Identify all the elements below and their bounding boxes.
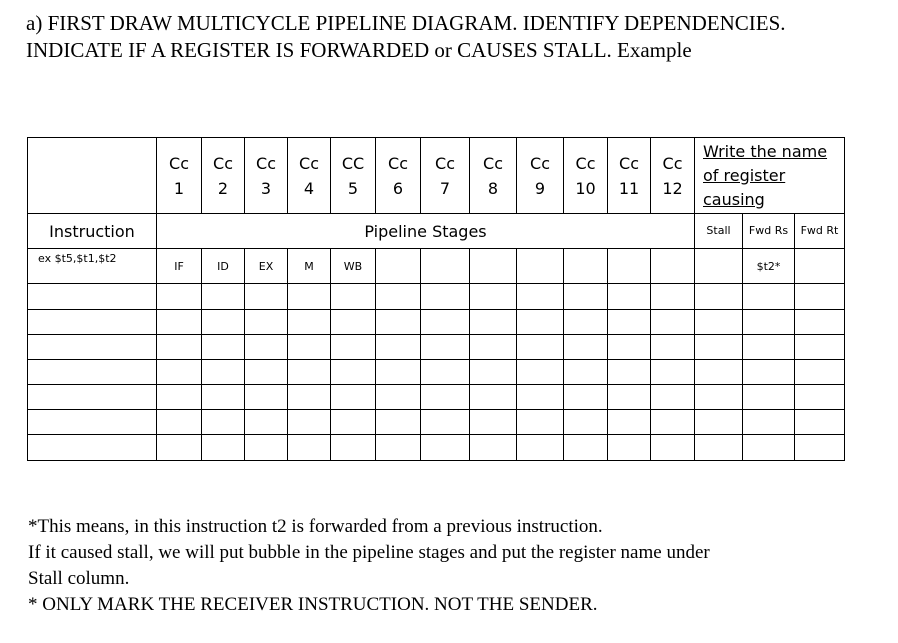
table-cell (517, 284, 564, 310)
table-row (28, 385, 845, 410)
note-line-4: * ONLY MARK THE RECEIVER INSTRUCTION. NOT THE SENDER. (28, 594, 598, 615)
table-cell (376, 360, 421, 385)
stage-cell-cc3: EX (245, 249, 288, 284)
stage-cell-cc7 (421, 249, 470, 284)
cycle-header-row (28, 138, 845, 214)
cycle-label: Cc (213, 153, 233, 173)
table-row (28, 310, 845, 335)
table-cell (421, 284, 470, 310)
cycle-header-10 (564, 138, 608, 214)
table-cell (202, 410, 245, 435)
table-cell (245, 335, 288, 360)
cycle-header-12 (651, 138, 695, 214)
table-cell (608, 360, 651, 385)
cycle-header-8 (470, 138, 517, 214)
table-cell (743, 385, 795, 410)
table-cell (795, 435, 845, 461)
instruction-cell (28, 284, 157, 310)
cycle-label: Cc (169, 153, 189, 173)
table-cell (743, 360, 795, 385)
explanation-notes (28, 514, 888, 618)
table-cell (795, 410, 845, 435)
table-cell (288, 310, 331, 335)
register-note: Write the name of register causing (703, 141, 828, 209)
example-instruction-row (28, 249, 845, 284)
cycle-number: 4 (303, 178, 315, 198)
cycle-label: Cc (575, 153, 596, 173)
table-cell (331, 435, 376, 461)
table-cell (651, 385, 695, 410)
table-cell (470, 335, 517, 360)
instruction-cell (28, 310, 157, 335)
table-cell (202, 335, 245, 360)
table-cell (564, 310, 608, 335)
cycle-header-2 (202, 138, 245, 214)
fwd-rt-cell (795, 249, 845, 284)
table-cell (651, 410, 695, 435)
table-cell (421, 410, 470, 435)
cycle-number: 6 (392, 178, 404, 198)
stall-header: Stall (695, 214, 743, 249)
table-cell (157, 284, 202, 310)
table-cell (202, 310, 245, 335)
table-cell (695, 385, 743, 410)
table-cell (564, 410, 608, 435)
cycle-header-1 (157, 138, 202, 214)
table-cell (517, 410, 564, 435)
pipeline-stages-header: Pipeline Stages (157, 214, 695, 249)
table-cell (564, 385, 608, 410)
table-cell (288, 284, 331, 310)
instruction-header: Instruction (28, 214, 157, 249)
table-cell (517, 310, 564, 335)
table-cell (564, 335, 608, 360)
stall-cell (695, 249, 743, 284)
table-cell (157, 360, 202, 385)
table-cell (651, 310, 695, 335)
title-line-1: a) FIRST DRAW MULTICYCLE PIPELINE DIAGRAM. IDENTIFY DEPENDENCIES. (26, 11, 786, 35)
fwd-rs-header: Fwd Rs (743, 214, 795, 249)
table-cell (795, 385, 845, 410)
stage-cell-cc8 (470, 249, 517, 284)
table-row (28, 284, 845, 310)
table-cell (421, 435, 470, 461)
table-cell (695, 335, 743, 360)
table-cell (376, 385, 421, 410)
table-cell (608, 410, 651, 435)
note-line-2: If it caused stall, we will put bubble in the pipeline stages and put the register name under (28, 542, 710, 563)
table-cell (608, 310, 651, 335)
stage-cell-cc2: ID (202, 249, 245, 284)
table-cell (288, 410, 331, 435)
table-row (28, 410, 845, 435)
table-cell (470, 360, 517, 385)
cycle-label: Cc (299, 153, 319, 173)
table-cell (331, 360, 376, 385)
table-cell (795, 335, 845, 360)
table-cell (651, 335, 695, 360)
table-cell (245, 385, 288, 410)
register-note-cell (695, 138, 845, 214)
cycle-number: 12 (662, 178, 683, 198)
table-cell (743, 310, 795, 335)
table-cell (202, 360, 245, 385)
table-cell (288, 385, 331, 410)
cycle-label: Cc (483, 153, 503, 173)
cycle-header-9 (517, 138, 564, 214)
cycle-number: 2 (217, 178, 229, 198)
cycle-header-4 (288, 138, 331, 214)
table-cell (795, 360, 845, 385)
cycle-number: 11 (618, 178, 640, 198)
cycle-number: 3 (260, 178, 272, 198)
stage-cell-cc11 (608, 249, 651, 284)
table-cell (157, 335, 202, 360)
table-cell (695, 284, 743, 310)
table-row (28, 335, 845, 360)
table-cell (421, 360, 470, 385)
table-cell (421, 385, 470, 410)
cycle-header-7 (421, 138, 470, 214)
table-cell (202, 435, 245, 461)
table-cell (157, 385, 202, 410)
instruction-cell (28, 435, 157, 461)
table-cell (376, 410, 421, 435)
table-cell (376, 284, 421, 310)
table-cell (245, 360, 288, 385)
cycle-number: 9 (534, 178, 546, 198)
table-cell (795, 310, 845, 335)
stage-cell-cc10 (564, 249, 608, 284)
cycle-number: 7 (439, 178, 451, 198)
cycle-header-5 (331, 138, 376, 214)
table-cell (564, 435, 608, 461)
stage-cell-cc6 (376, 249, 421, 284)
table-cell (202, 284, 245, 310)
table-cell (331, 284, 376, 310)
cycle-label: Cc (256, 153, 276, 173)
table-cell (157, 410, 202, 435)
table-cell (331, 385, 376, 410)
instruction-cell (28, 335, 157, 360)
table-row (28, 360, 845, 385)
table-row (28, 435, 845, 461)
cycle-label: CC (341, 153, 365, 173)
table-cell (470, 435, 517, 461)
stage-cell-cc5: WB (331, 249, 376, 284)
table-cell (470, 410, 517, 435)
cycle-number: 8 (487, 178, 499, 198)
assignment-title (26, 10, 886, 64)
table-cell (157, 310, 202, 335)
table-cell (376, 335, 421, 360)
fwd-rs-cell: $t2* (743, 249, 795, 284)
table-cell (245, 284, 288, 310)
table-cell (288, 360, 331, 385)
instruction-cell (28, 360, 157, 385)
title-line-2: INDICATE IF A REGISTER IS FORWARDED or CAUSES STALL. Example (26, 38, 692, 62)
example-instruction: ex $t5,$t1,$t2 (28, 249, 157, 284)
table-cell (695, 360, 743, 385)
cycle-number: 10 (575, 178, 596, 198)
table-cell (608, 435, 651, 461)
cycle-header-6 (376, 138, 421, 214)
instruction-cell (28, 385, 157, 410)
table-cell (743, 284, 795, 310)
cycle-label: Cc (662, 153, 683, 173)
table-cell (470, 284, 517, 310)
table-cell (743, 435, 795, 461)
note-line-1: *This means, in this instruction t2 is forwarded from a previous instruction. (28, 516, 603, 537)
cycle-header-11 (608, 138, 651, 214)
table-cell (470, 310, 517, 335)
table-cell (202, 385, 245, 410)
table-cell (517, 360, 564, 385)
table-cell (743, 410, 795, 435)
cycle-label: Cc (388, 153, 408, 173)
table-cell (331, 310, 376, 335)
table-cell (331, 335, 376, 360)
table-cell (743, 335, 795, 360)
instruction-cell (28, 410, 157, 435)
table-cell (288, 335, 331, 360)
table-cell (376, 310, 421, 335)
table-cell (517, 435, 564, 461)
label-row (28, 214, 845, 249)
table-cell (695, 435, 743, 461)
table-cell (795, 284, 845, 310)
table-cell (695, 410, 743, 435)
fwd-rt-header: Fwd Rt (795, 214, 845, 249)
cycle-label: Cc (530, 153, 550, 173)
cycle-label: Cc (435, 153, 455, 173)
table-cell (608, 284, 651, 310)
stage-cell-cc12 (651, 249, 695, 284)
table-cell (421, 335, 470, 360)
table-cell (245, 435, 288, 461)
table-cell (651, 284, 695, 310)
table-cell (564, 360, 608, 385)
pipeline-table (27, 137, 845, 461)
table-cell (157, 435, 202, 461)
table-cell (608, 385, 651, 410)
table-cell (376, 435, 421, 461)
table-cell (651, 435, 695, 461)
cycle-number: 5 (347, 178, 359, 198)
table-cell (470, 385, 517, 410)
stage-cell-cc1: IF (157, 249, 202, 284)
cycle-label: Cc (619, 153, 639, 173)
corner-cell (28, 138, 157, 214)
table-cell (245, 310, 288, 335)
table-cell (608, 335, 651, 360)
table-cell (564, 284, 608, 310)
table-cell (651, 360, 695, 385)
cycle-header-3 (245, 138, 288, 214)
cycle-number: 1 (173, 178, 185, 198)
table-cell (288, 435, 331, 461)
table-cell (695, 310, 743, 335)
stage-cell-cc4: M (288, 249, 331, 284)
table-cell (245, 410, 288, 435)
note-line-3: Stall column. (28, 568, 130, 589)
table-cell (517, 335, 564, 360)
table-cell (517, 385, 564, 410)
table-cell (331, 410, 376, 435)
stage-cell-cc9 (517, 249, 564, 284)
table-cell (421, 310, 470, 335)
